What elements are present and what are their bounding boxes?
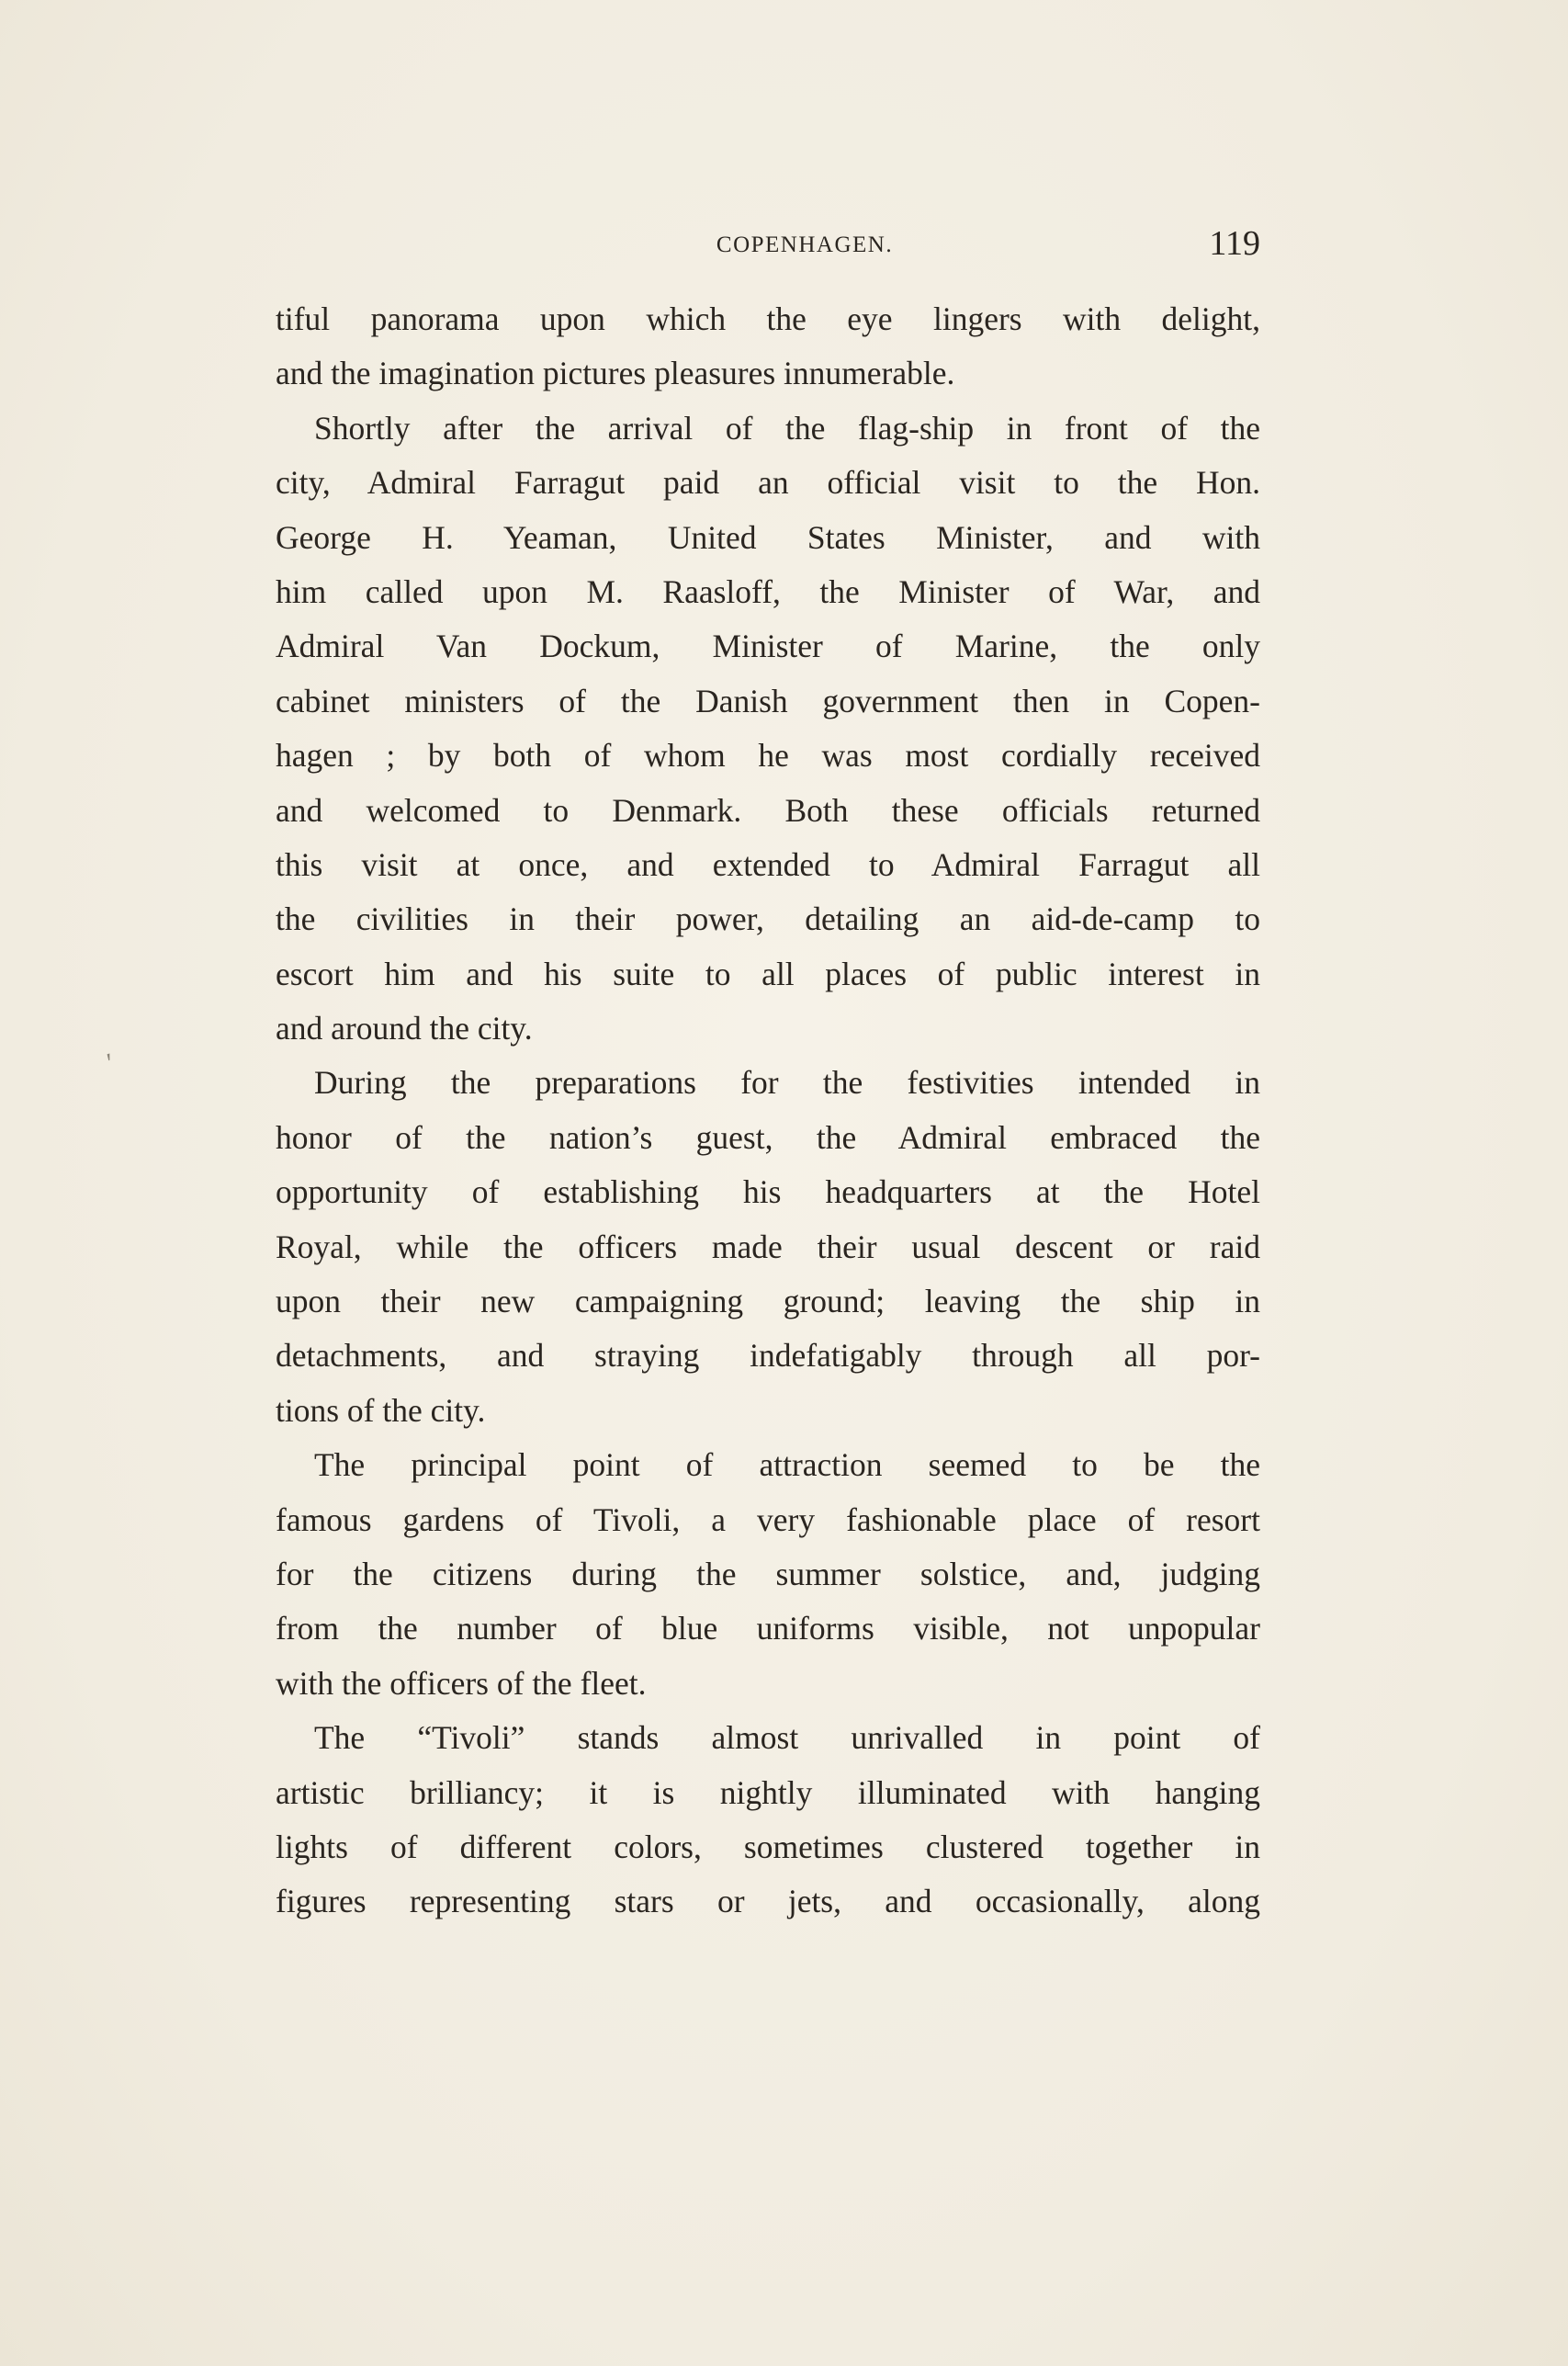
page-header [276, 223, 1260, 269]
text-line: from the number of blue uniforms visible, not unpopular [276, 1610, 1260, 1647]
text-line: with the officers of the fleet. [276, 1664, 647, 1702]
text-line: During the preparations for the festivities intended in [314, 1064, 1260, 1102]
text-line: and the imagination pictures pleasures innumerable. [276, 355, 955, 392]
text-line: Admiral Van Dockum, Minister of Marine, the only [276, 628, 1260, 665]
text-line: upon their new campaigning ground; leaving the ship in [276, 1283, 1260, 1320]
text-line: cabinet ministers of the Danish government then in Copen- [276, 682, 1260, 719]
running-head: COPENHAGEN. [716, 232, 894, 257]
text-line: honor of the nation’s guest, the Admiral embraced the [276, 1118, 1260, 1156]
text-line: the civilities in their power, detailing an aid-de-camp to [276, 900, 1260, 938]
margin-mark-icon: ʹ [103, 1047, 119, 1079]
text-line: him called upon M. Raasloff, the Minister of War, and [276, 572, 1260, 610]
text-line: artistic brilliancy; it is nightly illuminated with hanging [276, 1773, 1260, 1811]
text-line: this visit at once, and extended to Admiral Farragut all [276, 845, 1260, 883]
text-line: Royal, while the officers made their usual descent or raid [276, 1228, 1260, 1265]
text-line: and around the city. [276, 1010, 533, 1047]
text-line: tiful panorama upon which the eye lingers with delight, [276, 300, 1260, 337]
text-line: hagen ; by both of whom he was most cordially received [276, 737, 1260, 775]
text-line: city, Admiral Farragut paid an official visit to the Hon. [276, 464, 1260, 502]
text-line: and welcomed to Denmark. Both these officials returned [276, 791, 1260, 829]
text-line: George H. Yeaman, United States Minister, and with [276, 518, 1260, 556]
text-line: figures representing stars or jets, and occasionally, along [276, 1883, 1260, 1920]
text-line: tions of the city. [276, 1391, 486, 1429]
text-line: The “Tivoli” stands almost unrivalled in point of [314, 1719, 1260, 1757]
page-number: 119 [1209, 224, 1260, 263]
text-line: escort him and his suite to all places of public interest in [276, 955, 1260, 992]
text-line: detachments, and straying indefatigably through all por- [276, 1337, 1260, 1375]
text-line: lights of different colors, sometimes clustered together in [276, 1828, 1260, 1865]
text-line: for the citizens during the summer solstice, and, judging [276, 1555, 1260, 1592]
text-line: opportunity of establishing his headquarters at the Hotel [276, 1173, 1260, 1211]
text-line: The principal point of attraction seemed to be the [314, 1446, 1260, 1484]
body-text [276, 292, 1260, 1930]
text-line: famous gardens of Tivoli, a very fashionable place of resort [276, 1500, 1260, 1538]
text-line: Shortly after the arrival of the flag-ship in front of the [314, 409, 1260, 447]
